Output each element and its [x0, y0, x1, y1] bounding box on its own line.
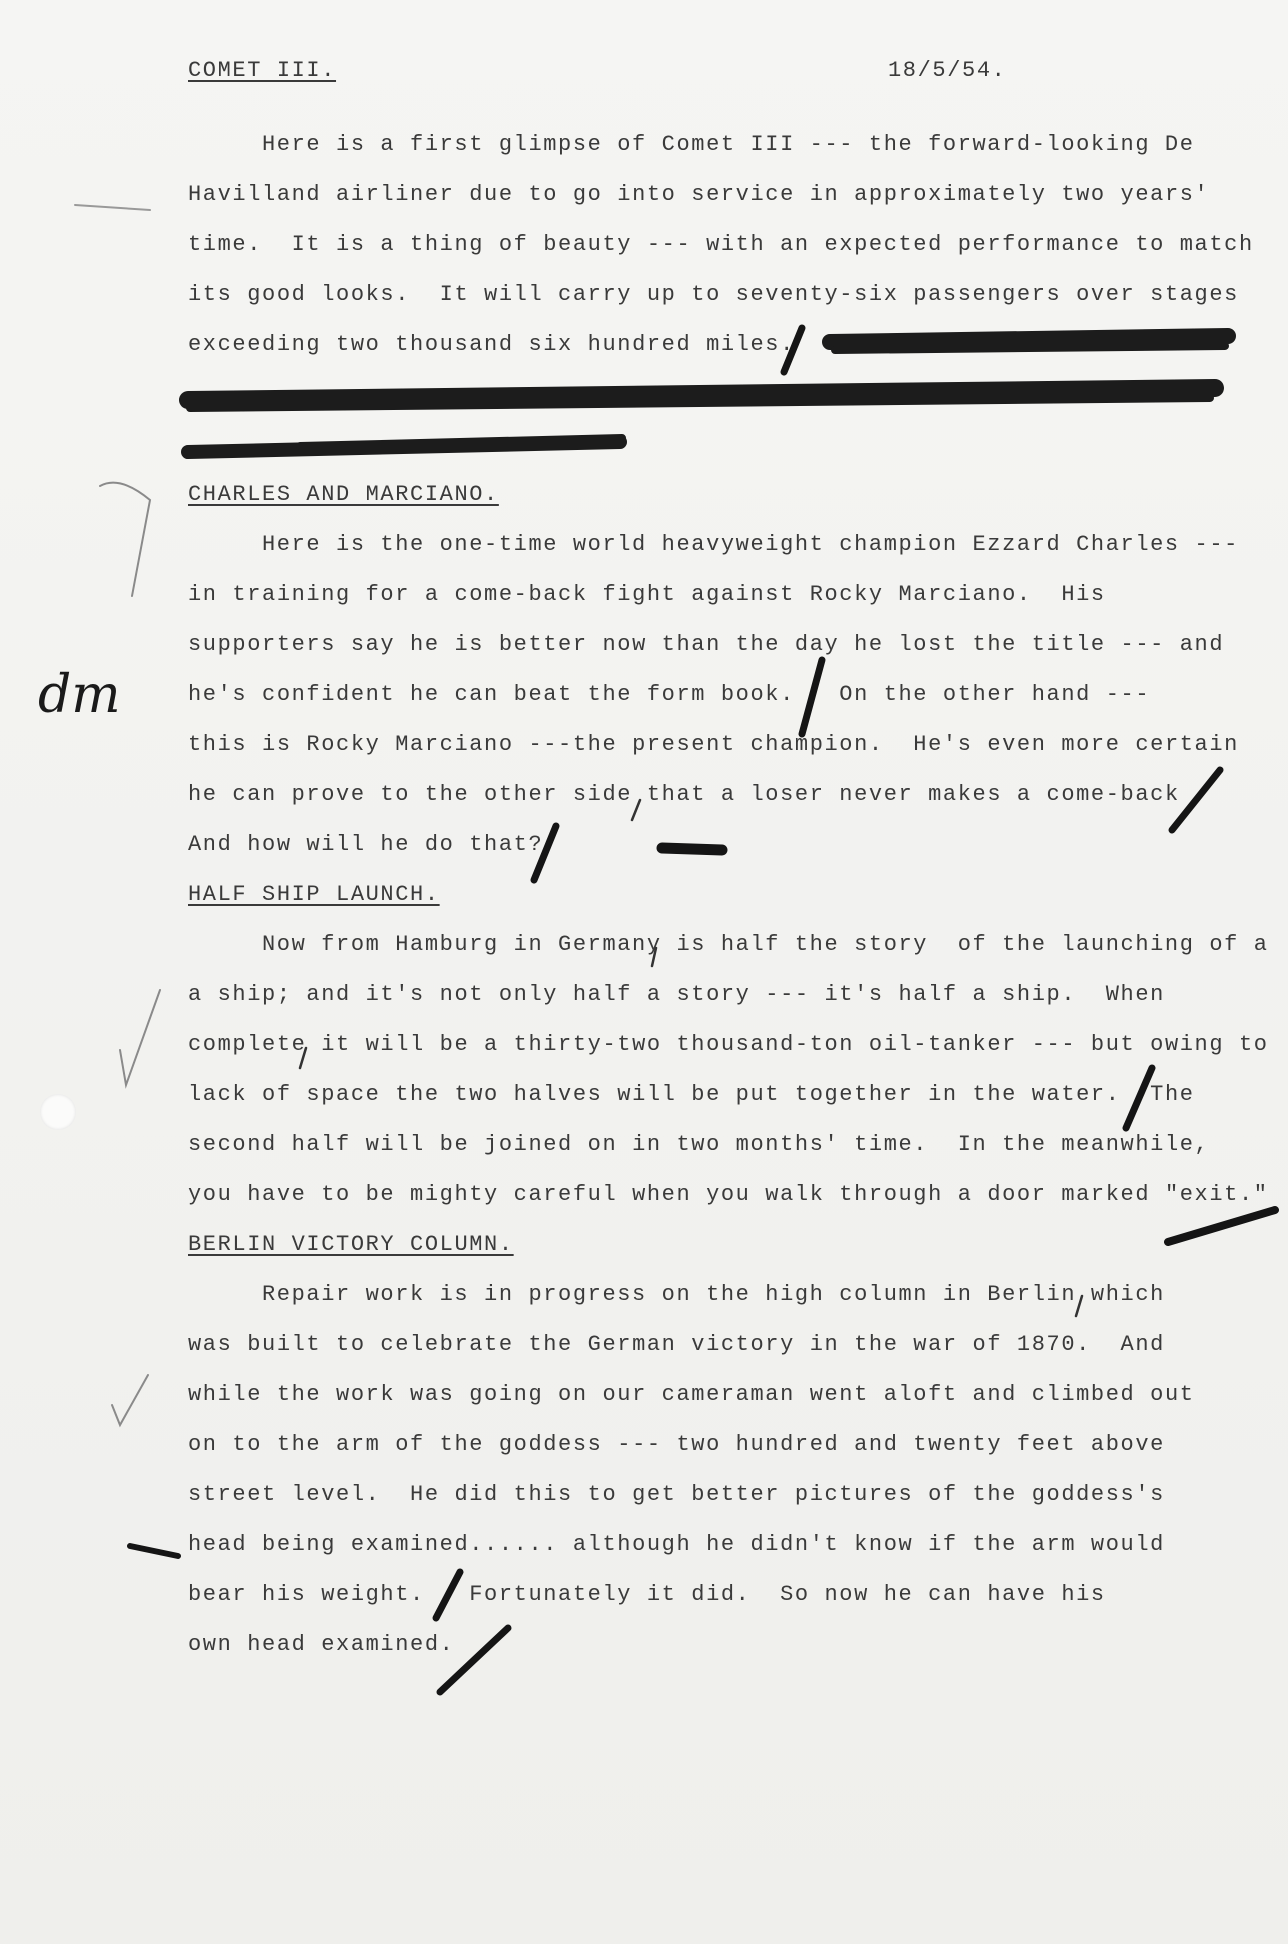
punch-hole [40, 1094, 76, 1130]
halfship-line: lack of space the two halves will be put together in the water. The [188, 1082, 1195, 1107]
berlin-line: head being examined...... although he didn't know if the arm would [188, 1532, 1165, 1557]
berlin-line: on to the arm of the goddess --- two hundred and twenty feet above [188, 1432, 1165, 1457]
charles-line: he can prove to the other side that a loser never makes a come-back [188, 782, 1180, 807]
berlin-line: bear his weight. Fortunately it did. So now he can have his [188, 1582, 1106, 1607]
halfship-line: a ship; and it's not only half a story --- it's half a ship. When [188, 982, 1165, 1007]
berlin-line: street level. He did this to get better pictures of the goddess's [188, 1482, 1165, 1507]
section-heading-charles: CHARLES AND MARCIANO. [188, 482, 499, 507]
berlin-line: was built to celebrate the German victory in the war of 1870. And [188, 1332, 1165, 1357]
berlin-line: while the work was going on our cameraman went aloft and climbed out [188, 1382, 1195, 1407]
charles-line: he's confident he can beat the form book. On the other hand --- [188, 682, 1151, 707]
halfship-line: complete it will be a thirty-two thousand-ton oil-tanker --- but owing to [188, 1032, 1269, 1057]
berlin-line: own head examined. [188, 1632, 455, 1657]
comet-line: its good looks. It will carry up to seventy-six passengers over stages [188, 282, 1239, 307]
comet-line: exceeding two thousand six hundred miles. [188, 332, 795, 357]
check-mark [100, 483, 160, 1425]
section-heading-berlin: BERLIN VICTORY COLUMN. [188, 1232, 514, 1257]
charles-line: this is Rocky Marciano ---the present champion. He's even more certain [188, 732, 1239, 757]
charles-line: Here is the one-time world heavyweight champion Ezzard Charles --- [262, 532, 1239, 557]
halfship-line: Now from Hamburg in Germany is half the story of the launching of a [262, 932, 1269, 957]
section-heading-halfship: HALF SHIP LAUNCH. [188, 882, 440, 907]
charles-line: in training for a come-back fight against Rocky Marciano. His [188, 582, 1106, 607]
document-date: 18/5/54. [888, 58, 1007, 83]
comet-line: time. It is a thing of beauty --- with an expected performance to match [188, 232, 1254, 257]
charles-line: And how will he do that? [188, 832, 544, 857]
document-title: COMET III. [188, 58, 337, 83]
halfship-line: you have to be mighty careful when you walk through a door marked "exit." [188, 1182, 1269, 1207]
comet-line: Havilland airliner due to go into service in approximately two years' [188, 182, 1210, 207]
comet-line: Here is a first glimpse of Comet III --- the forward-looking De [262, 132, 1195, 157]
berlin-line: Repair work is in progress on the high column in Berlin which [262, 1282, 1165, 1307]
charles-line: supporters say he is better now than the day he lost the title --- and [188, 632, 1225, 657]
margin-initials: dm [38, 665, 121, 725]
halfship-line: second half will be joined on in two months' time. In the meanwhile, [188, 1132, 1210, 1157]
